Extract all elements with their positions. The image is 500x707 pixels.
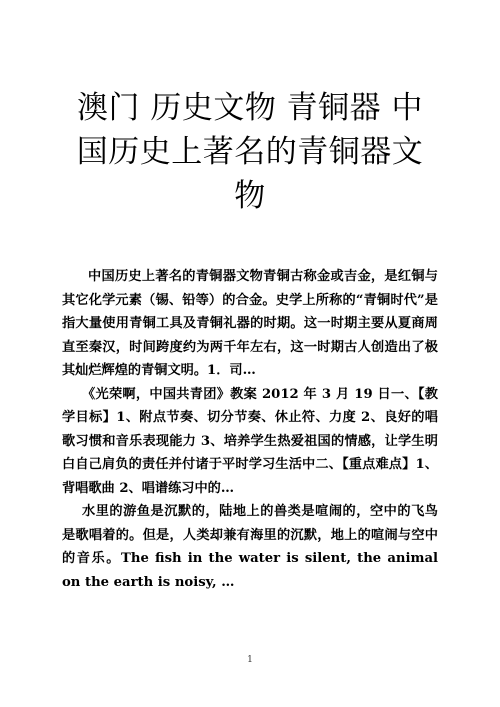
document-body: [62, 265, 438, 594]
paragraph-silence-quote: 水里的游鱼是沉默的，陆地上的兽类是喧闹的，空中的飞鸟是歌唱着的。但是，人类却兼有海里的沉默，地上的喧闹与空中的音乐。The fish in the water is silent, the animal on the earth is noisy, …: [62, 504, 438, 590]
paragraph-lesson-plan: 《光荣啊，中国共青团》教案 2012 年 3 月 19 日一、【教学目标】1、附点节奏、切分节奏、休止符、力度 2、良好的唱歌习惯和音乐表现能力 3、培养学生热爱祖国的情感，让学生明白自己肩负的责任并付诸于平时学习生活中二、【重点难点】1、背唱歌曲 2、唱谱练习中的…: [62, 386, 438, 496]
document-title: 澳门 历史文物 青铜器 中国历史上著名的青铜器文物: [76, 90, 424, 214]
paragraph-bronze-history: 中国历史上著名的青铜器文物青铜古称金或吉金，是红铜与其它化学元素（锡、铅等）的合金。史学上所称的“青铜时代”是指大量使用青铜工具及青铜礼器的时期。这一时期主要从夏商周直至秦汉，时间跨度约为两千年左右，这一时期古人创造出了极其灿烂辉煌的青铜文明。1．司…: [62, 269, 438, 378]
page-number: 1: [247, 655, 253, 665]
